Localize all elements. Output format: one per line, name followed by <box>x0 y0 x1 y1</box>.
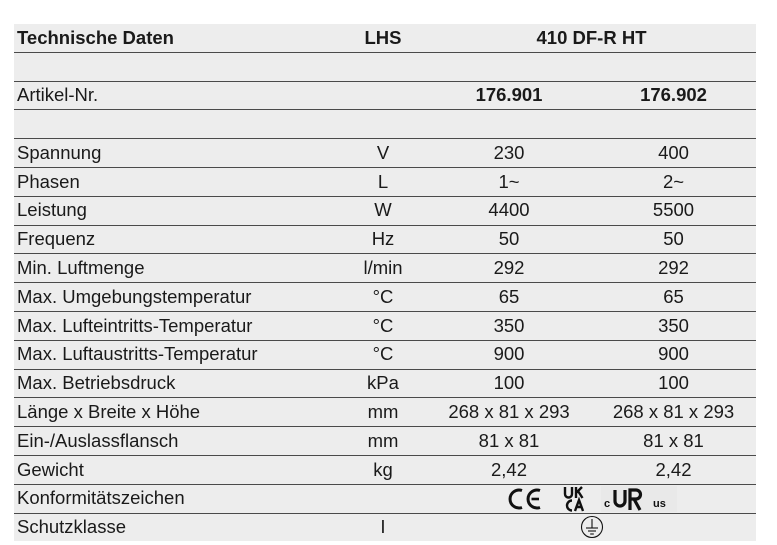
article-row <box>14 81 756 110</box>
spec-unit: V <box>339 139 427 168</box>
spec-label: Gewicht <box>14 455 339 484</box>
table-row <box>14 225 756 254</box>
protection-value: I <box>339 513 427 541</box>
article-number-1: 176.901 <box>427 81 591 110</box>
spec-value-176902: 292 <box>591 254 756 283</box>
protection-class-row <box>14 513 756 541</box>
spec-unit: l/min <box>339 254 427 283</box>
spec-label: Leistung <box>14 196 339 225</box>
spec-label: Max. Lufteintritts-Temperatur <box>14 311 339 340</box>
spec-value-176901: 65 <box>427 283 591 312</box>
spec-value-176901: 4400 <box>427 196 591 225</box>
spec-value-176902: 2,42 <box>591 455 756 484</box>
spec-unit: mm <box>339 398 427 427</box>
article-number-2: 176.902 <box>591 81 756 110</box>
spacer-row <box>14 52 756 81</box>
spec-value-176901: 1~ <box>427 167 591 196</box>
spacer-row <box>14 110 756 139</box>
table-row <box>14 167 756 196</box>
table-row <box>14 369 756 398</box>
table-title: Technische Daten <box>14 24 339 52</box>
spec-value-176901: 50 <box>427 225 591 254</box>
ce-mark-icon <box>507 487 547 511</box>
spec-label: Min. Luftmenge <box>14 254 339 283</box>
spec-label: Frequenz <box>14 225 339 254</box>
marks-group <box>507 486 677 512</box>
spec-unit: Hz <box>339 225 427 254</box>
svg-text:us: us <box>652 497 666 510</box>
spec-value-176902: 268 x 81 x 293 <box>591 398 756 427</box>
spec-unit: mm <box>339 427 427 456</box>
ul-recognized-mark-icon <box>601 486 677 512</box>
spec-value-176902: 350 <box>591 311 756 340</box>
spec-label: Max. Luftaustritts-Temperatur <box>14 340 339 369</box>
article-label: Artikel-Nr. <box>14 81 339 110</box>
table-row <box>14 254 756 283</box>
spec-value-176901: 900 <box>427 340 591 369</box>
spec-value-176902: 400 <box>591 139 756 168</box>
spec-label: Max. Betriebsdruck <box>14 369 339 398</box>
spec-value-176902: 5500 <box>591 196 756 225</box>
ukca-mark-icon <box>561 486 595 512</box>
spec-unit: °C <box>339 311 427 340</box>
spec-label: Spannung <box>14 139 339 168</box>
conformity-row <box>14 484 756 513</box>
table-row <box>14 340 756 369</box>
technical-data-sheet <box>14 24 756 541</box>
conformity-label: Konformitätszeichen <box>14 484 339 513</box>
protection-symbol <box>427 513 756 541</box>
table-row <box>14 283 756 312</box>
spec-unit: L <box>339 167 427 196</box>
spec-unit: °C <box>339 340 427 369</box>
protective-earth-icon <box>580 515 604 539</box>
spec-label: Phasen <box>14 167 339 196</box>
spec-value-176902: 100 <box>591 369 756 398</box>
spec-value-176902: 2~ <box>591 167 756 196</box>
spec-value-176901: 268 x 81 x 293 <box>427 398 591 427</box>
model-label: 410 DF-R HT <box>427 24 756 52</box>
protection-label: Schutzklasse <box>14 513 339 541</box>
spec-unit: °C <box>339 283 427 312</box>
spec-label: Länge x Breite x Höhe <box>14 398 339 427</box>
spec-unit: kPa <box>339 369 427 398</box>
spec-value-176901: 2,42 <box>427 455 591 484</box>
table-row <box>14 196 756 225</box>
spec-value-176902: 900 <box>591 340 756 369</box>
svg-text:c: c <box>603 497 610 510</box>
spec-value-176901: 350 <box>427 311 591 340</box>
spec-value-176901: 230 <box>427 139 591 168</box>
technical-data-table <box>14 24 756 541</box>
table-row <box>14 398 756 427</box>
spec-label: Max. Umgebungstemperatur <box>14 283 339 312</box>
brand-label: LHS <box>339 24 427 52</box>
table-row <box>14 139 756 168</box>
spec-value-176902: 65 <box>591 283 756 312</box>
spec-unit: W <box>339 196 427 225</box>
spec-value-176902: 50 <box>591 225 756 254</box>
table-row <box>14 455 756 484</box>
spec-label: Ein-/Auslassflansch <box>14 427 339 456</box>
header-row <box>14 24 756 52</box>
spec-value-176901: 100 <box>427 369 591 398</box>
spec-value-176902: 81 x 81 <box>591 427 756 456</box>
table-row <box>14 427 756 456</box>
conformity-marks <box>427 484 756 513</box>
spec-value-176901: 81 x 81 <box>427 427 591 456</box>
table-row <box>14 311 756 340</box>
spec-value-176901: 292 <box>427 254 591 283</box>
spec-unit: kg <box>339 455 427 484</box>
